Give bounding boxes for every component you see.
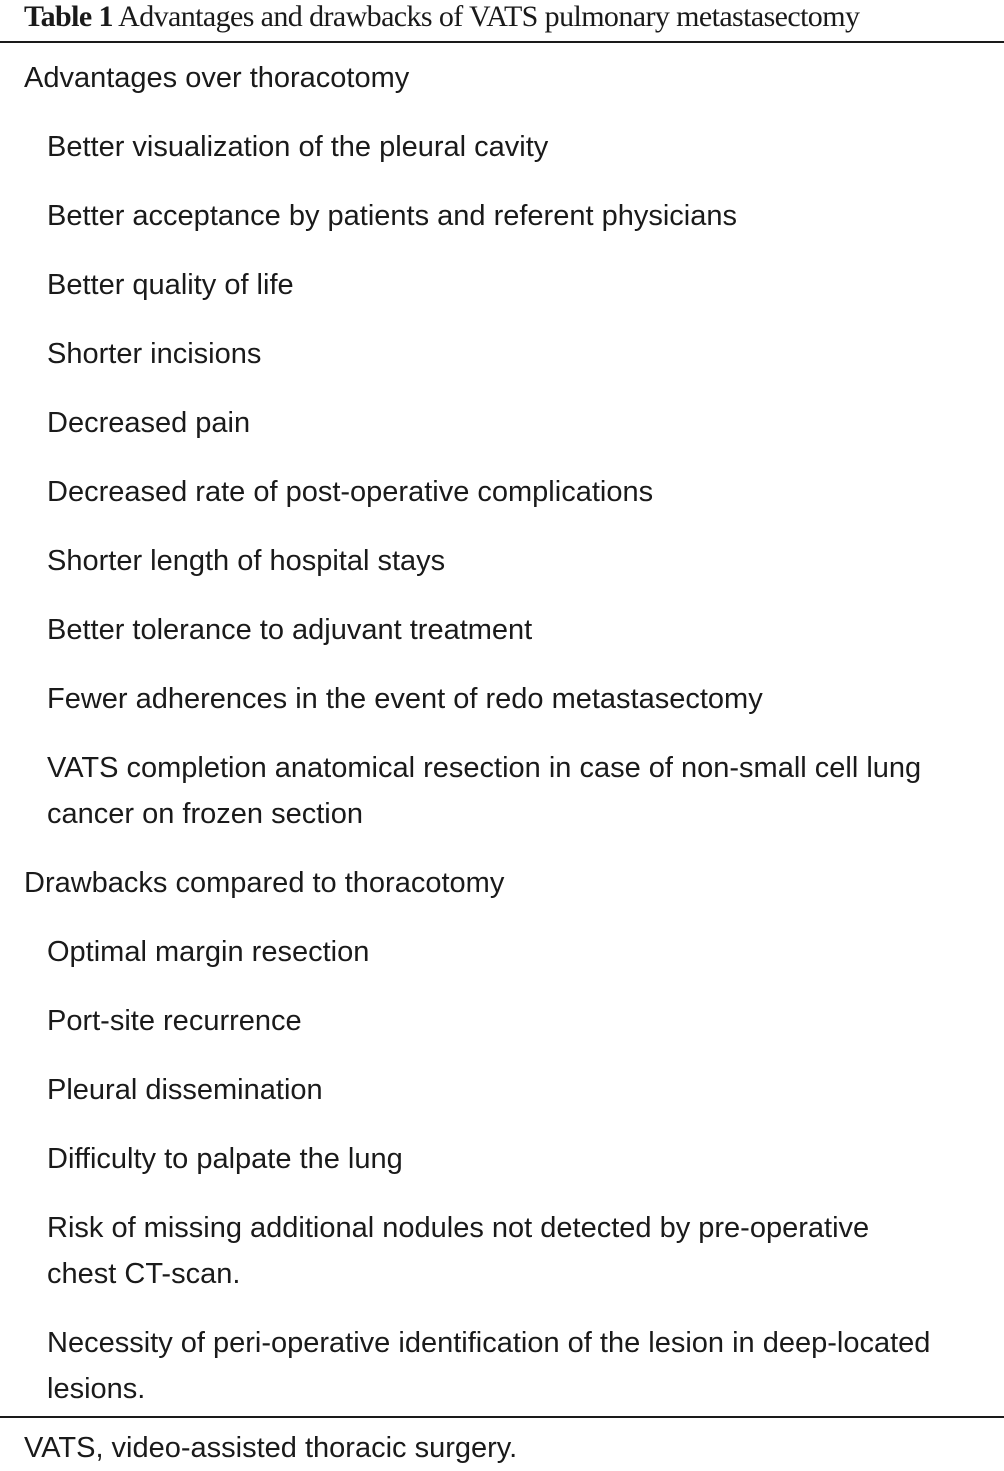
list-item: Difficulty to palpate the lung (47, 1143, 403, 1175)
list-item: VATS completion anatomical resection in case of non-small cell lung cancer on frozen section (47, 752, 922, 830)
group-heading-drawbacks: Drawbacks compared to thoracotomy (24, 867, 505, 899)
list-item: Pleural dissemination (47, 1074, 323, 1106)
top-rule (0, 41, 1004, 43)
list-item: Better quality of life (47, 269, 294, 301)
table-body (0, 44, 1004, 1424)
list-item: Shorter length of hospital stays (47, 545, 446, 577)
list-item: Shorter incisions (47, 338, 262, 370)
list-item: Necessity of peri-operative identification of the lesion in deep-located lesions. (47, 1327, 931, 1405)
list-item: Optimal margin resection (47, 936, 370, 968)
group-heading-advantages: Advantages over thoracotomy (24, 62, 410, 94)
table-label: Table 1 (24, 0, 113, 33)
list-item: Decreased rate of post-operative complications (47, 476, 654, 508)
table-caption (0, 0, 1004, 40)
list-item: Better visualization of the pleural cavity (47, 131, 549, 163)
list-item: Better acceptance by patients and referent physicians (47, 200, 737, 232)
table-footnote: VATS, video-assisted thoracic surgery. (24, 1432, 518, 1464)
list-item: Port-site recurrence (47, 1005, 302, 1037)
list-item: Better tolerance to adjuvant treatment (47, 614, 533, 646)
bottom-rule (0, 1416, 1004, 1418)
list-item: Risk of missing additional nodules not detected by pre-operative chest CT-scan. (47, 1212, 870, 1290)
table-title: Advantages and drawbacks of VATS pulmonary metastasectomy (118, 0, 860, 33)
list-item: Decreased pain (47, 407, 251, 439)
list-item: Fewer adherences in the event of redo metastasectomy (47, 683, 763, 715)
